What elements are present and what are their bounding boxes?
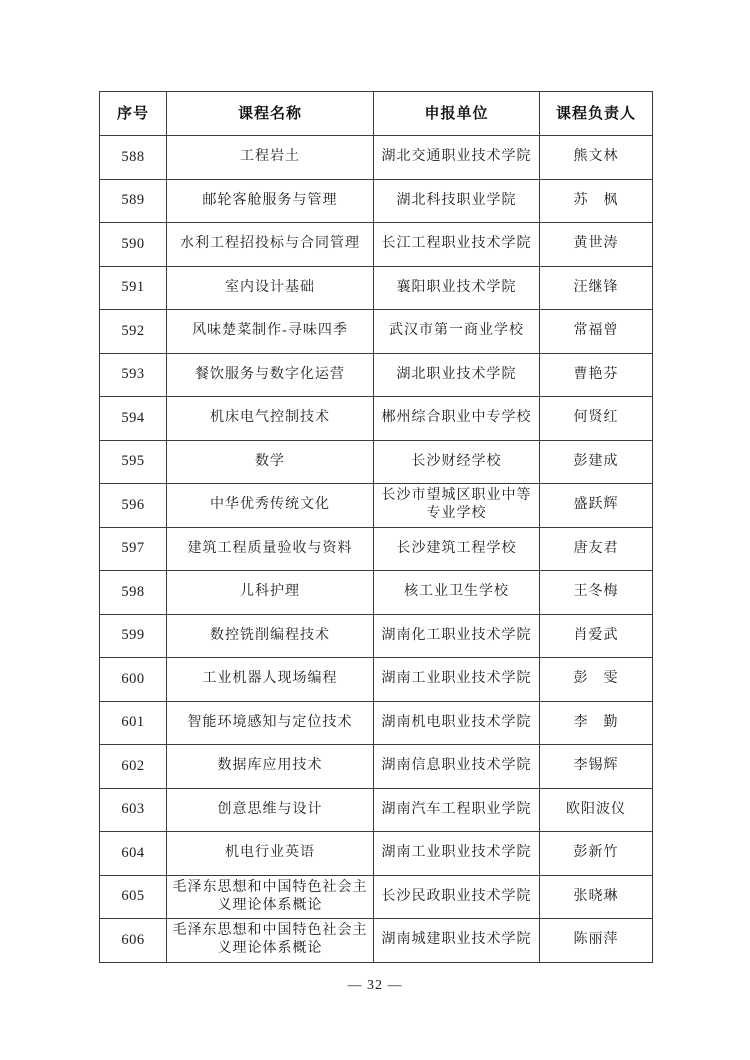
cell-unit: 湖南城建职业技术学院	[374, 919, 540, 963]
course-table	[99, 91, 653, 963]
cell-course-name: 工业机器人现场编程	[167, 658, 374, 702]
cell-leader: 彭 雯	[540, 658, 653, 702]
cell-leader: 苏 枫	[540, 179, 653, 223]
cell-serial: 602	[100, 745, 167, 789]
cell-course-name: 毛泽东思想和中国特色社会主义理论体系概论	[167, 919, 374, 963]
cell-course-name: 机电行业英语	[167, 832, 374, 876]
cell-leader: 常福曾	[540, 310, 653, 354]
cell-course-name: 建筑工程质量验收与资料	[167, 527, 374, 571]
table-row	[100, 223, 653, 267]
cell-leader: 李锡辉	[540, 745, 653, 789]
cell-course-name: 室内设计基础	[167, 266, 374, 310]
cell-leader: 盛跃辉	[540, 484, 653, 528]
cell-unit: 湖南工业职业技术学院	[374, 658, 540, 702]
cell-course-name: 风味楚菜制作-寻味四季	[167, 310, 374, 354]
cell-leader: 熊文林	[540, 136, 653, 180]
cell-unit: 长沙市望城区职业中等专业学校	[374, 484, 540, 528]
cell-serial: 600	[100, 658, 167, 702]
cell-leader: 陈丽萍	[540, 919, 653, 963]
cell-serial: 593	[100, 353, 167, 397]
table-row	[100, 571, 653, 615]
cell-serial: 588	[100, 136, 167, 180]
table-row	[100, 527, 653, 571]
cell-course-name: 餐饮服务与数字化运营	[167, 353, 374, 397]
cell-course-name: 智能环境感知与定位技术	[167, 701, 374, 745]
cell-leader: 何贤红	[540, 397, 653, 441]
cell-course-name: 数据库应用技术	[167, 745, 374, 789]
cell-unit: 长江工程职业技术学院	[374, 223, 540, 267]
cell-serial: 599	[100, 614, 167, 658]
cell-unit: 长沙建筑工程学校	[374, 527, 540, 571]
table-row	[100, 484, 653, 528]
cell-unit: 长沙财经学校	[374, 440, 540, 484]
cell-leader: 彭新竹	[540, 832, 653, 876]
page-number: — 32 —	[347, 978, 403, 993]
table-row	[100, 919, 653, 963]
header-cell-unit: 申报单位	[374, 92, 540, 136]
cell-serial: 598	[100, 571, 167, 615]
table-row	[100, 310, 653, 354]
cell-serial: 601	[100, 701, 167, 745]
cell-unit: 长沙民政职业技术学院	[374, 875, 540, 919]
cell-leader: 唐友君	[540, 527, 653, 571]
table-row	[100, 701, 653, 745]
cell-unit: 湖南汽车工程职业学院	[374, 788, 540, 832]
table-row	[100, 353, 653, 397]
table-row	[100, 179, 653, 223]
table-row	[100, 440, 653, 484]
cell-course-name: 机床电气控制技术	[167, 397, 374, 441]
cell-unit: 核工业卫生学校	[374, 571, 540, 615]
cell-serial: 589	[100, 179, 167, 223]
cell-leader: 彭建成	[540, 440, 653, 484]
cell-leader: 曹艳芬	[540, 353, 653, 397]
cell-leader: 李 勤	[540, 701, 653, 745]
cell-course-name: 数学	[167, 440, 374, 484]
cell-course-name: 创意思维与设计	[167, 788, 374, 832]
table-header	[100, 92, 653, 136]
cell-unit: 襄阳职业技术学院	[374, 266, 540, 310]
cell-serial: 597	[100, 527, 167, 571]
cell-serial: 605	[100, 875, 167, 919]
cell-unit: 湖南化工职业技术学院	[374, 614, 540, 658]
cell-leader: 张晓琳	[540, 875, 653, 919]
cell-unit: 湖北科技职业学院	[374, 179, 540, 223]
cell-serial: 595	[100, 440, 167, 484]
table-row	[100, 832, 653, 876]
cell-serial: 596	[100, 484, 167, 528]
cell-serial: 592	[100, 310, 167, 354]
cell-course-name: 儿科护理	[167, 571, 374, 615]
cell-course-name: 邮轮客舱服务与管理	[167, 179, 374, 223]
cell-course-name: 数控铣削编程技术	[167, 614, 374, 658]
cell-leader: 欧阳波仪	[540, 788, 653, 832]
cell-course-name: 中华优秀传统文化	[167, 484, 374, 528]
table-row	[100, 788, 653, 832]
header-row	[100, 92, 653, 136]
cell-unit: 湖北交通职业技术学院	[374, 136, 540, 180]
cell-course-name: 水利工程招投标与合同管理	[167, 223, 374, 267]
cell-course-name: 工程岩土	[167, 136, 374, 180]
cell-leader: 黄世涛	[540, 223, 653, 267]
table-row	[100, 136, 653, 180]
cell-serial: 590	[100, 223, 167, 267]
table-row	[100, 875, 653, 919]
cell-leader: 汪继锋	[540, 266, 653, 310]
table-row	[100, 745, 653, 789]
cell-unit: 郴州综合职业中专学校	[374, 397, 540, 441]
table-row	[100, 658, 653, 702]
table-row	[100, 614, 653, 658]
cell-unit: 武汉市第一商业学校	[374, 310, 540, 354]
cell-serial: 604	[100, 832, 167, 876]
cell-unit: 湖南工业职业技术学院	[374, 832, 540, 876]
header-cell-course-name: 课程名称	[167, 92, 374, 136]
cell-unit: 湖北职业技术学院	[374, 353, 540, 397]
table-body	[100, 136, 653, 963]
cell-serial: 591	[100, 266, 167, 310]
table-row	[100, 266, 653, 310]
cell-serial: 603	[100, 788, 167, 832]
header-cell-serial: 序号	[100, 92, 167, 136]
cell-serial: 606	[100, 919, 167, 963]
cell-leader: 王冬梅	[540, 571, 653, 615]
cell-serial: 594	[100, 397, 167, 441]
table-row	[100, 397, 653, 441]
cell-course-name: 毛泽东思想和中国特色社会主义理论体系概论	[167, 875, 374, 919]
cell-unit: 湖南机电职业技术学院	[374, 701, 540, 745]
header-cell-leader: 课程负责人	[540, 92, 653, 136]
cell-leader: 肖爱武	[540, 614, 653, 658]
cell-unit: 湖南信息职业技术学院	[374, 745, 540, 789]
